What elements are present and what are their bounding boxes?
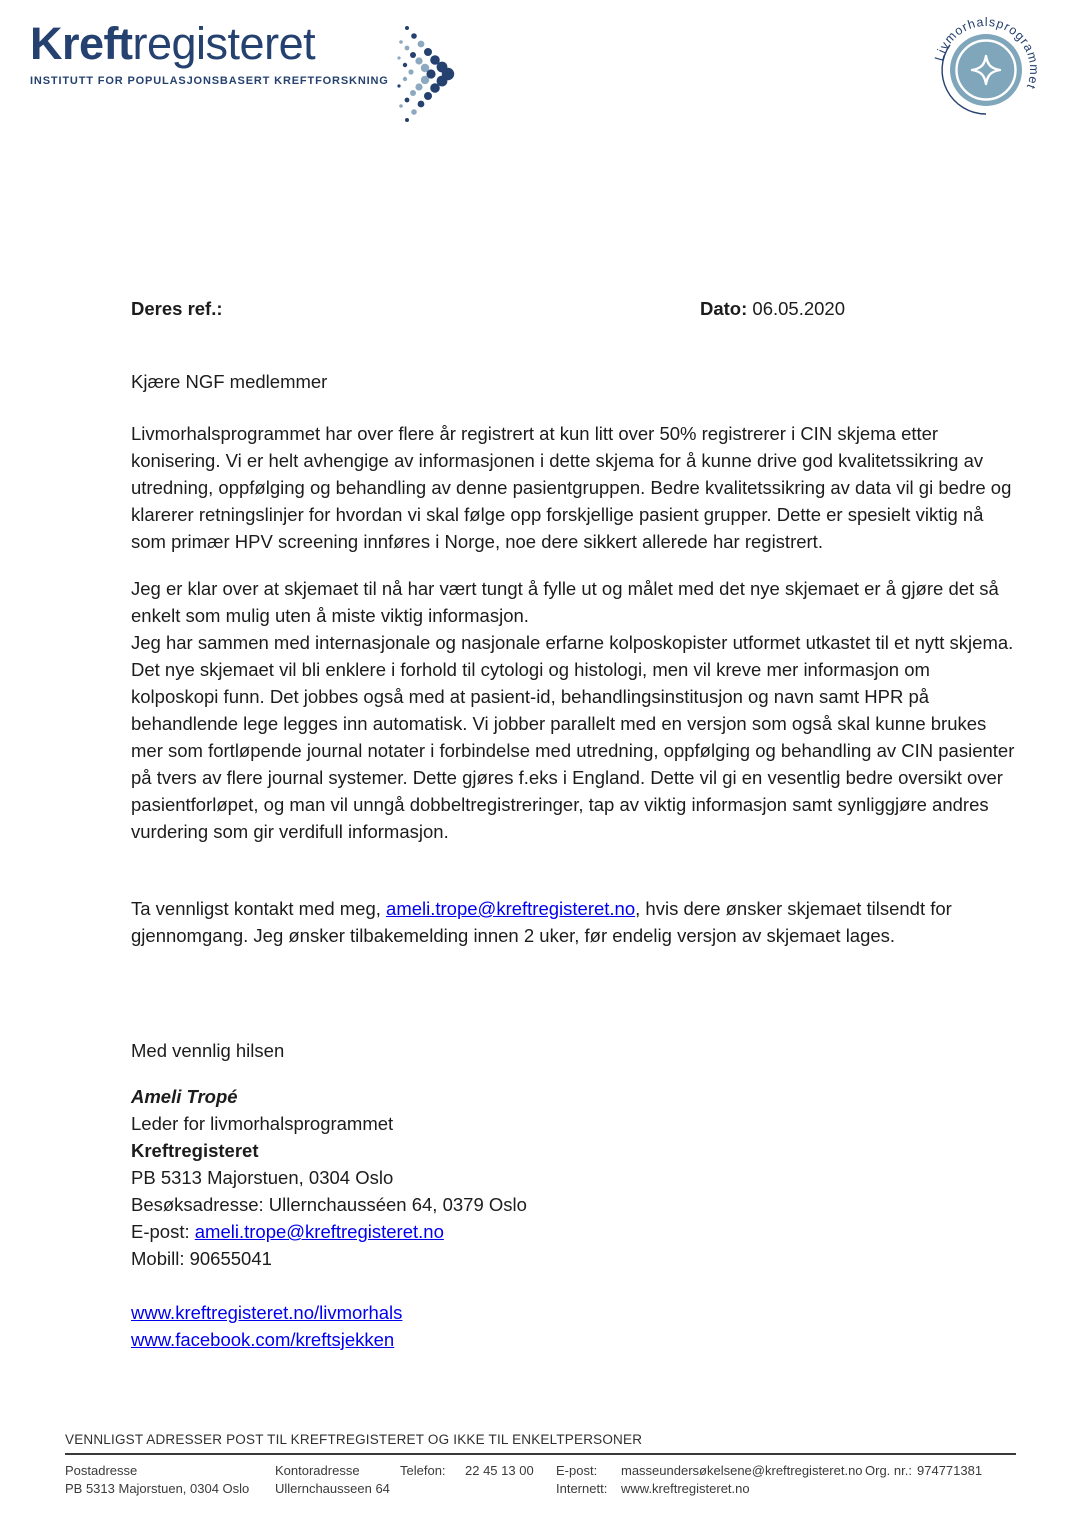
svg-text:Livmorhalsprogrammet: Livmorhalsprogrammet	[932, 14, 1042, 92]
logo-text-block	[30, 20, 389, 87]
livmorhalsprogrammet-badge	[930, 14, 1042, 126]
weblink-row	[131, 1326, 1021, 1353]
signature-block	[131, 1083, 1021, 1272]
date-value: 06.05.2020	[752, 298, 846, 319]
footer-columns	[65, 1462, 1016, 1508]
signature-name: Ameli Tropé	[131, 1086, 238, 1107]
livmorhals-link[interactable]: www.kreftregisteret.no/livmorhals	[131, 1302, 403, 1323]
postal-address-value: PB 5313 Majorstuen, 0304 Oslo	[65, 1481, 250, 1496]
signature-org: Kreftregisteret	[131, 1140, 259, 1161]
footer-divider	[65, 1453, 1016, 1455]
paragraph-3-after: , hvis dere ønsker skjemaet tilsendt for gjennomgang. Jeg ønsker tilbakemelding innen 2 uker, før endelig versjon av skjemaet lages.	[131, 898, 952, 946]
signature-email-label: E-post:	[131, 1221, 195, 1242]
paragraph-2	[131, 575, 1021, 845]
office-address-value: Ullernchausseen 64	[275, 1481, 390, 1496]
letter-footer	[65, 1432, 1016, 1508]
footer-internet-value: www.kreftregisteret.no	[621, 1481, 750, 1496]
signature-email-link[interactable]: ameli.trope@kreftregisteret.no	[194, 1221, 444, 1242]
office-address-label: Kontoradresse	[275, 1463, 360, 1478]
contact-email-link[interactable]: ameli.trope@kreftregisteret.no	[386, 898, 636, 919]
footer-notice: VENNLIGST ADRESSER POST TIL KREFTREGISTERET OG IKKE TIL ENKELTPERSONER	[65, 1432, 643, 1447]
paragraph-2a: Jeg er klar over at skjemaet til nå har vært tungt å fylle ut og målet med det nye skjemaet er å gjøre det så enkelt som mulig uten å miste viktig informasjon.	[131, 578, 999, 626]
signature-mobile: Mobill: 90655041	[131, 1248, 272, 1269]
org-number-label: Org. nr.:	[865, 1463, 912, 1478]
logo-title-light: registeret	[132, 18, 316, 69]
signature-address1: PB 5313 Majorstuen, 0304 Oslo	[131, 1167, 394, 1188]
phone-value: 22 45 13 00	[465, 1463, 534, 1478]
phone-label: Telefon:	[400, 1463, 446, 1478]
signature-role: Leder for livmorhalsprogrammet	[131, 1113, 394, 1134]
footer-internet-label: Internett:	[556, 1481, 608, 1496]
letter-body	[131, 0, 1021, 1353]
dot-arrow-icon	[397, 24, 455, 124]
deres-ref-label: Deres ref.:	[131, 298, 223, 319]
postal-address-label: Postadresse	[65, 1463, 138, 1478]
meta-row	[131, 295, 1021, 322]
paragraph-1: Livmorhalsprogrammet har over flere år registrert at kun litt over 50% registrerer i CIN skjema etter konisering. Vi er helt avhengige av informasjonen i dette skjema for å kunne drive god kvalitetssikring av utredning, oppfølging og behandling av denne pasientgruppen. Bedre kvalitetssikring av data vil gi bedre og klarerer retningslinjer for hvordan vi skal følge opp forskjellige pasient grupper. Dette er spesielt viktig nå som primær HPV screening innføres i Norge, noe dere sikkert allerede har registrert.	[131, 423, 1012, 552]
date-label: Dato:	[700, 298, 748, 319]
paragraph-2b: Jeg har sammen med internasjonale og nasjonale erfarne kolposkopister utformet utkastet til et nytt skjema. Det nye skjemaet vil bli enklere i forhold til cytologi og histologi, men vil kreve mer informasjon om kolposkopi funn. Det jobbes også med at pasient-id, behandlingsinstitusjon og navn samt HPR på behandlende lege legges inn automatisk. Vi jobber parallelt med en versjon som også skal kunne brukes mer som fortløpende journal notater i forbindelse med utredning, oppfølging og behandling av CIN pasienter på tvers av flere journal systemer. Dette gjøres f.eks i England. Dette vil gi en vesentlig bedre oversikt over pasientforløpet, og man vil unngå dobbeltregistreringer, tap av viktig informasjon samt synliggjøre andres vurdering som gir verdifull informasjon.	[131, 632, 1015, 842]
kreftregisteret-logo	[30, 20, 455, 124]
org-number-value: 974771381	[917, 1463, 983, 1478]
signature-address2: Besøksadresse: Ullernchausséen 64, 0379 Oslo	[131, 1194, 527, 1215]
weblink-row	[131, 1299, 1021, 1326]
weblinks-block	[131, 1299, 1021, 1353]
salutation: Kjære NGF medlemmer	[131, 371, 328, 392]
signature-email-row	[131, 1218, 1021, 1245]
footer-email-value: masseundersøkelsene@kreftregisteret.no	[621, 1463, 863, 1478]
facebook-link[interactable]: www.facebook.com/kreftsjekken	[131, 1329, 395, 1350]
logo-title-bold: Kreft	[30, 18, 133, 69]
badge-disc	[950, 34, 1022, 106]
logo-subtitle: INSTITUTT FOR POPULASJONSBASERT KREFTFORSKNING	[30, 75, 389, 87]
paragraph-3-before: Ta vennligst kontakt med meg,	[131, 898, 387, 919]
logo-title	[30, 20, 389, 68]
date-field	[700, 295, 845, 322]
closing: Med vennlig hilsen	[131, 1040, 285, 1061]
paragraph-3	[131, 895, 1021, 949]
footer-email-label: E-post:	[556, 1463, 598, 1478]
